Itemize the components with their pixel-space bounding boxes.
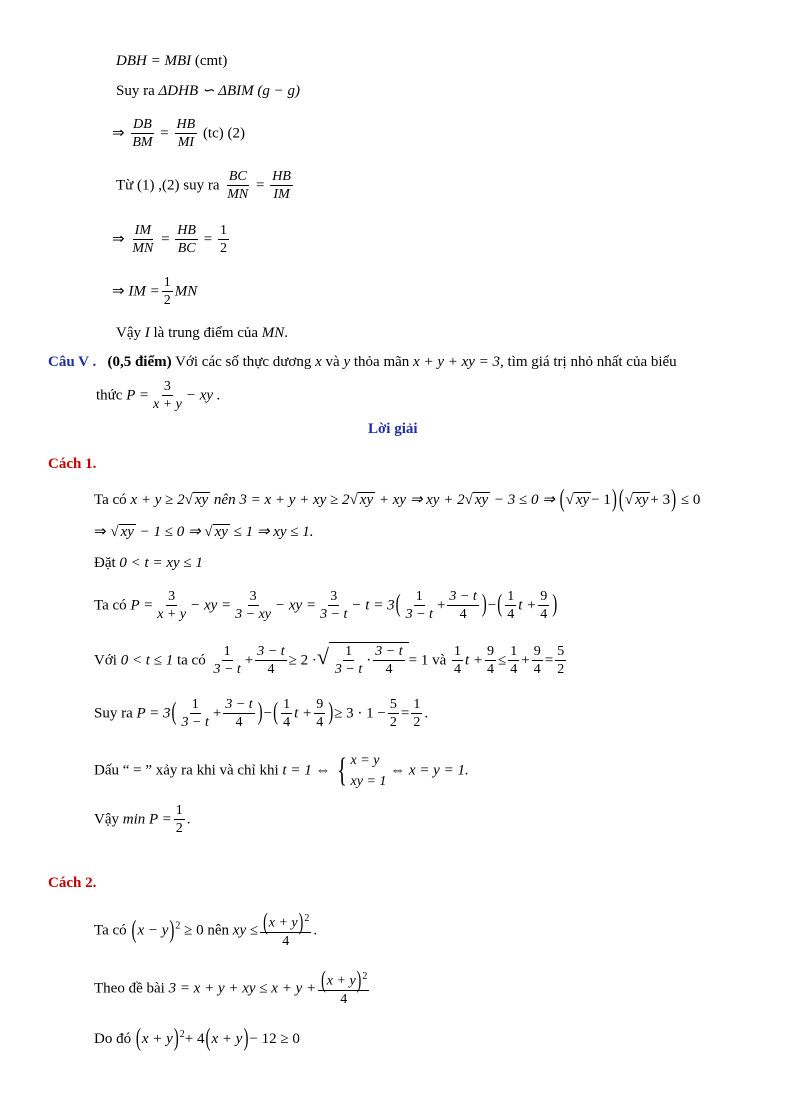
c2-line2: Theo đề bài 3 = x + y + xy ≤ x + y + $\frac{(x + y)^2}{4}$	[94, 968, 368, 1008]
implies-symbol: ⇒	[112, 125, 125, 142]
implies-symbol: ⇒	[112, 283, 125, 300]
line-similar	[116, 84, 300, 99]
question-v-expr: thức P = $\frac{3}{x + y}$ − xy .	[96, 379, 221, 413]
c1-line4: Ta có P = $\frac{3}{x + y}$ − xy = $\frac{3}{3 - xy}$ − xy = $\frac{3}{3 - t}$ − t = 3( $\frac{1}{3 - t}$ + $\frac{3 - t}{4}$ )−( $\frac{1}{4}$ t + $\frac{9}{4}$ )	[94, 589, 558, 623]
solution-heading: Lời giải	[368, 421, 418, 437]
line-im-mn: ⇒ $\frac{IM}{MN}$ = $\frac{HB}{BC}$ = $\frac{1}{2}$	[112, 223, 227, 257]
text: Suy ra	[116, 83, 155, 99]
line-dbh-mbi	[116, 54, 227, 69]
line-ratio-2: ⇒ $\frac{DB}{BM}$ = $\frac{HB}{MI}$ (tc) (2)	[112, 117, 245, 151]
c2-line3: Do đó $(x + y)^2+ 4(x + y)- 12 \ge 0$	[94, 1025, 300, 1053]
text: (cmt)	[194, 53, 228, 69]
c2-line1: Ta có $(x - y)^2 \ge 0$ nên xy ≤ $\frac{(x + y)^2}{4}$ .	[94, 910, 318, 950]
method-2-heading: Cách 2.	[48, 875, 97, 891]
implies-symbol: ⇒	[112, 231, 125, 248]
c1-line6: Suy ra P = 3( $\frac{1}{3 - t}$ + $\frac{3 - t}{4}$ )−( $\frac{1}{4}$ t + $\frac{9}{4}$ )≥ 3 · 1 − $\frac{5}{2}$ = $\frac{1}{2}$ .	[94, 697, 429, 731]
line-from-1-2: Từ (1) ,(2) suy ra $\frac{BC}{MN}$ = $\frac{HB}{IM}$	[116, 169, 291, 203]
math: DBH = MBI	[116, 53, 192, 69]
math: (g − g)	[257, 83, 301, 99]
text: Từ (1) ,(2) suy ra	[116, 177, 220, 194]
method-1-heading: Cách 1.	[48, 456, 97, 472]
line-conclusion: Vậy I là trung điểm của MN.	[116, 325, 289, 341]
c1-line8: Vậy min P = $\frac{1}{2}$ .	[94, 803, 191, 837]
c1-line7: Dấu “ = ” xảy ra khi và chỉ khi t = 1 ⇔ { x = y xy = 1 ⇔ x = y = 1.	[94, 752, 469, 789]
question-v: Câu V . (0,5 điểm) Với các số thực dương x và y thỏa mãn x + y + xy = 3, tìm giá trị nhỏ nhất của biểu	[48, 354, 677, 370]
question-label: Câu V .	[48, 354, 97, 370]
line-im-half-mn: ⇒ IM = $\frac{1}{2}$ MN	[112, 275, 198, 309]
math: ΔDHB ∽ ΔBIM	[158, 83, 254, 99]
c1-line5: Với 0 < t ≤ 1 ta có $\frac{1}{3 - t}$ + $\frac{3 - t}{4}$ ≥ 2 ·√ $\frac{1}{3 - t}$ · $\frac{3 - t}{4}$ = 1 và $\frac{1}{4}$ t + $\frac{9}{4}$ ≤ $\frac{1}{4}$ + $\frac{9}{4}$ = $\frac{5}{2}$	[94, 644, 565, 678]
question-score: (0,5 điểm)	[107, 354, 172, 370]
c1-line1: Ta có x + y ≥ 2√ xy nên 3 = x + y + xy ≥ 2√ xy + xy ⇒ xy + 2√ xy − 3 ≤ 0 ⇒ (√ xy − 1) (√ xy + 3) ≤ 0	[94, 486, 701, 514]
c1-line3: Đặt 0 < t = xy ≤ 1	[94, 555, 203, 571]
text: (tc) (2)	[202, 125, 245, 142]
c1-line2: ⇒ √ xy − 1 ≤ 0 ⇒ √ xy ≤ 1 ⇒ xy ≤ 1.	[94, 524, 314, 540]
